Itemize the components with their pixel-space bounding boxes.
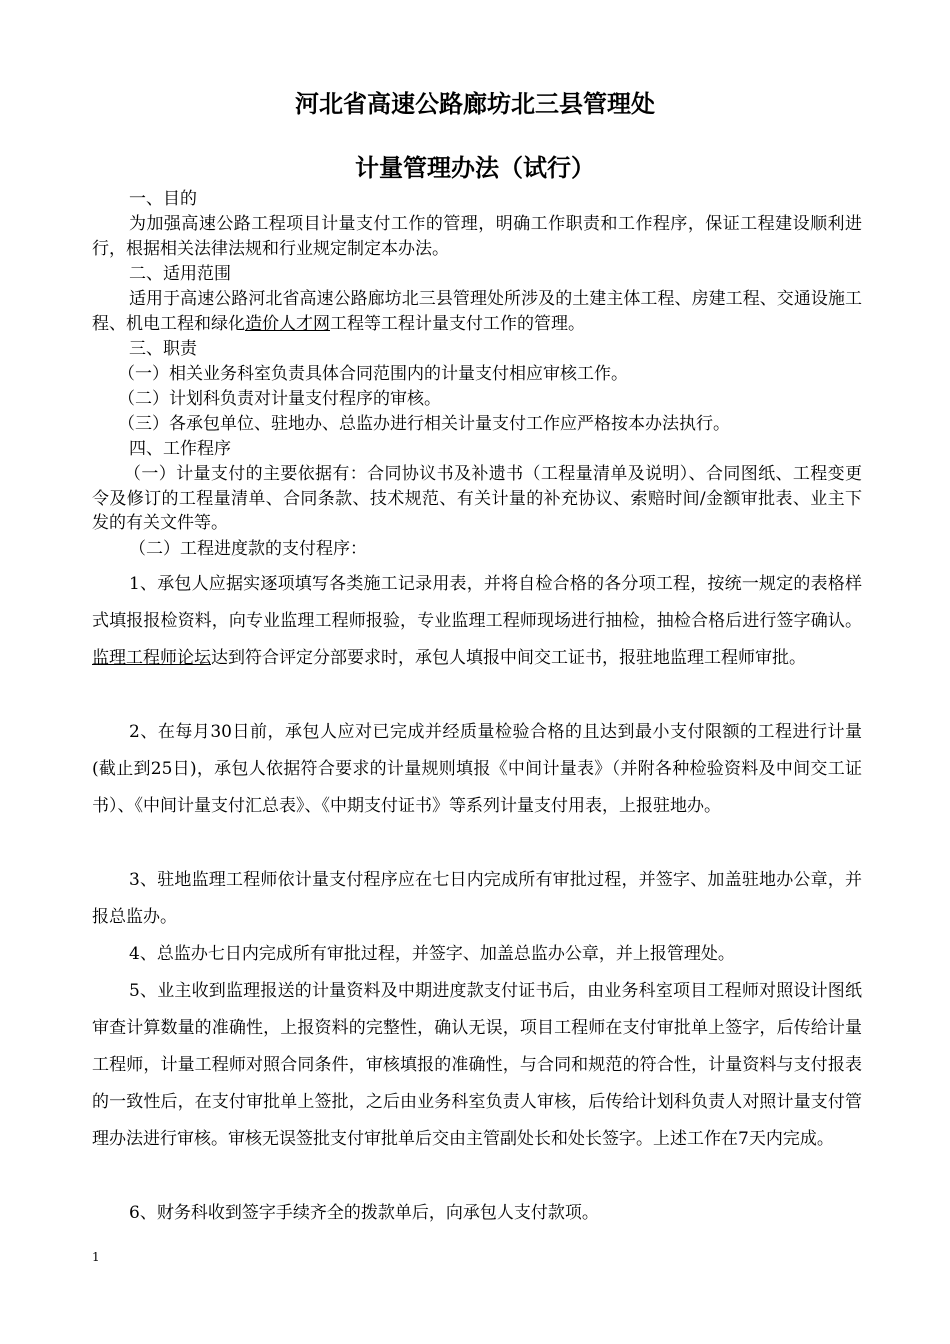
- procedure-step-2: 2、在每月30日前，承包人应对已完成并经质量检验合格的且达到最小支付限额的工程进行计量(截止到25日)，承包人依据符合要求的计量规则填报《中间计量表》（并附各种检验资料及中间交工证书）、《中间计量支付汇总表》、《中期支付证书》等系列计量支付用表，上报驻地办。: [92, 722, 862, 816]
- supervisor-forum-link[interactable]: 监理工程师论坛: [92, 648, 211, 668]
- procedure-step-1: 1、承包人应据实逐项填写各类施工记录用表，并将自检合格的各分项工程，按统一规定的表格样式填报报检资料，向专业监理工程师报验，专业监理工程师现场进行抽检，抽检合格后进行签字确认。监理工程师论坛达到符合评定分部要求时，承包人填报中间交工证书，报驻地监理工程师审批。: [92, 574, 862, 668]
- section-4-item-1: （一）计量支付的主要依据有：合同协议书及补遗书（工程量清单及说明）、合同图纸、工程变更令及修订的工程量清单、合同条款、技术规范、有关计量的补充协议、索赔时间/金额审批表、业主下发的有关文件等。: [92, 464, 862, 533]
- document-subtitle: 计量管理办法（试行）: [355, 154, 595, 182]
- page-number: 1: [92, 1250, 100, 1264]
- section-4-heading: 四、工作程序: [129, 439, 231, 459]
- cost-talent-link[interactable]: 造价人才网: [245, 313, 330, 334]
- procedure-step-6: 6、财务科收到签字手续齐全的拨款单后，向承包人支付款项。: [129, 1203, 599, 1223]
- section-3-item-2: （二）计划科负责对计量支付程序的审核。: [118, 389, 441, 409]
- section-3-item-3: （三）各承包单位、驻地办、总监办进行相关计量支付工作应严格按本办法执行。: [118, 414, 730, 434]
- section-2-heading: 二、适用范围: [129, 264, 231, 284]
- section-3-item-1: （一）相关业务科室负责具体合同范围内的计量支付相应审核工作。: [118, 364, 628, 384]
- section-4-item-2: （二）工程进度款的支付程序：: [129, 539, 367, 559]
- section-3-heading: 三、职责: [129, 339, 197, 359]
- procedure-step-4: 4、总监办七日内完成所有审批过程，并签字、加盖总监办公章，并上报管理处。: [129, 944, 735, 964]
- procedure-step-5: 5、业主收到监理报送的计量资料及中期进度款支付证书后，由业务科室项目工程师对照设计图纸审查计算数量的准确性，上报资料的完整性，确认无误，项目工程师在支付审批单上签字，后传给计量工程师，计量工程师对照合同条件，审核填报的准确性，与合同和规范的符合性，计量资料与支付报表的一致性后，在支付审批单上签批，之后由业务科室负责人审核，后传给计划科负责人对照计量支付管理办法进行审核。审核无误签批支付审批单后交由主管副处长和处长签字。上述工作在7天内完成。: [92, 981, 862, 1149]
- section-2-text: 适用于高速公路河北省高速公路廊坊北三县管理处所涉及的土建主体工程、房建工程、交通设施工程、机电工程和绿化造价人才网工程等工程计量支付工作的管理。: [92, 289, 862, 334]
- section-1-text: 为加强高速公路工程项目计量支付工作的管理，明确工作职责和工作程序，保证工程建设顺利进行，根据相关法律法规和行业规定制定本办法。: [92, 214, 862, 259]
- document-title: 河北省高速公路廊坊北三县管理处: [295, 90, 655, 118]
- procedure-step-3: 3、驻地监理工程师依计量支付程序应在七日内完成所有审批过程，并签字、加盖驻地办公章，并报总监办。: [92, 870, 862, 927]
- section-1-heading: 一、目的: [129, 189, 197, 209]
